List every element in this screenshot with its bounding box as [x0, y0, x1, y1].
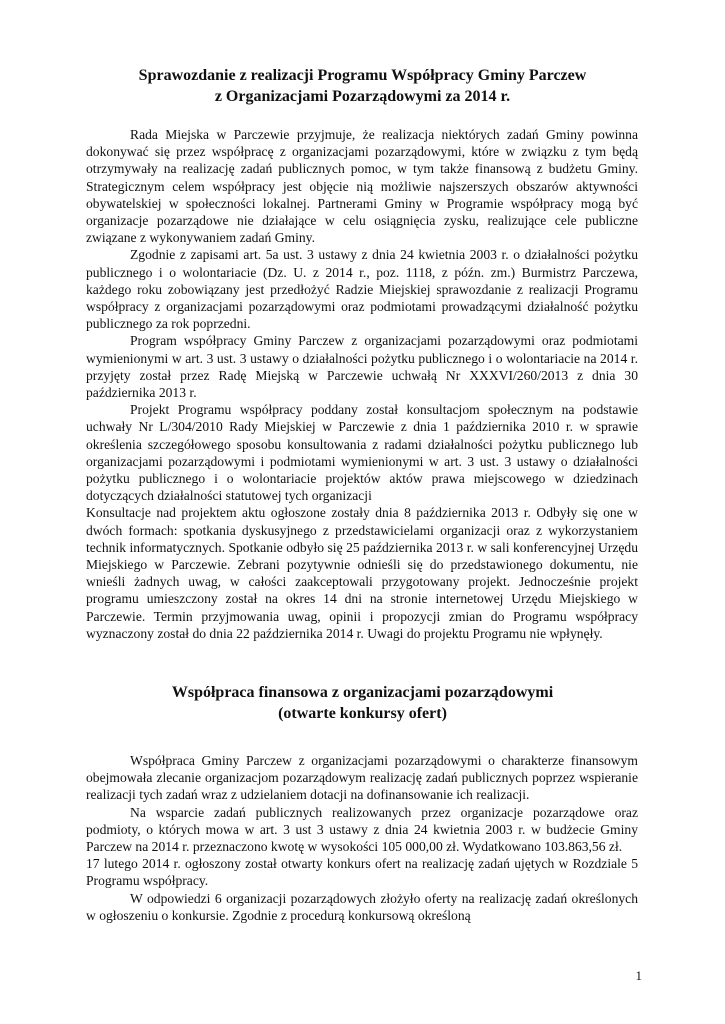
paragraph-program-adoption: Program współpracy Gminy Parczew z organizacjami pozarządowymi oraz podmiotami wymienionymi w art. 3 ust. 3 ustawy o działalności pożytku publicznego i o wolontariacie na 2014 r. przyjęty został przez Radę Miejską w Parczewie uchwałą Nr XXXVI/260/2013 z dnia 30 października 2013 r. [86, 333, 638, 401]
paragraph-offers: W odpowiedzi 6 organizacji pozarządowych złożyło oferty na realizację zadań określonych w ogłoszeniu o konkursie. Zgodnie z procedurą konkursową określoną [86, 890, 638, 923]
paragraph-financial-cooperation: Współpraca Gminy Parczew z organizacjami pozarządowymi o charakterze finansowym obejmowała zlecanie organizacjom pozarządowym realizację zadań publicznych poprzez wspieranie realizacji tych zadań wraz z udzielaniem dotacji na dofinansowanie ich realizacji. [86, 753, 638, 803]
paragraph-legal-basis: Zgodnie z zapisami art. 5a ust. 3 ustawy z dnia 24 kwietnia 2003 r. o działalności pożytku publicznego i o wolontariacie (Dz. U. z 2014 r., poz. 1118, z późn. zm.) Burmistrz Parczewa, każdego roku zobowiązany jest przedłożyć Radzie Miejskiej sprawozdanie z realizacji Programu współpracy z organizacjami pozarządowymi oraz podmiotami prowadzącymi działalność pożytku publicznego za rok poprzedni. [86, 247, 638, 332]
page-number: 1 [635, 968, 642, 983]
section-title-line-2: (otwarte konkursy ofert) [278, 705, 447, 722]
section-body [86, 752, 638, 924]
paragraph-consultation-basis: Projekt Programu współpracy poddany został konsultacjom społecznym na podstawie uchwały Nr L/304/2010 Rady Miejskiej w Parczewie z dnia 1 października 2010 r. w sprawie określenia szczegółowego sposobu konsultowania z radami działalności pożytku publicznego lub organizacjami pozarządowymi i podmiotami wymienionymi w art. 3 ust. 3 ustawy o działalności pożytku publicznego i o wolontariacie projektów aktów prawa miejscowego w dziedzinach dotyczących działalności statutowej tych organizacji [86, 402, 638, 504]
paragraph-consultation-details: Konsultacje nad projektem aktu ogłoszone zostały dnia 8 października 2013 r. Odbyły się one w dwóch formach: spotkania dyskusyjnego z przedstawicielami organizacji oraz z wykorzystaniem technik informatycznych. Spotkanie odbyło się 25 października 2013 r. w sali konferencyjnej Urzędu Miejskiego w Parczewie. Zebrani pozytywnie odnieśli się do przedstawionego dokumentu, nie wnieśli żadnych uwag, w całości zaakceptowali przygotowany projekt. Jednocześnie projekt programu umieszczony został na okres 14 dni na stronie internetowej Urzędu Miejskiego w Parczewie. Termin przyjmowania uwag, opinii i propozycji zmian do Programu współpracy wyznaczony został do dnia 22 października 2014 r. Uwagi do projektu Programu nie wpłynęły. [86, 505, 638, 641]
section-title-line-1: Współpraca finansowa z organizacjami pozarządowymi [171, 684, 554, 701]
report-body [86, 126, 638, 642]
report-title-line-2: z Organizacjami Pozarządowymi za 2014 r. [214, 88, 511, 105]
paragraph-intro: Rada Miejska w Parczewie przyjmuje, że realizacja niektórych zadań Gminy powinna dokonywać się przez współpracę z organizacjami pozarządowymi, które w związku z tym będą otrzymywały na realizację zadań publicznych pomoc, w tym także finansową z budżetu Gminy. Strategicznym celem współpracy jest objęcie nią możliwie najszerszych obszarów aktywności obywatelskiej w społeczności lokalnej. Partnerami Gminy w Programie współpracy mogą być organizacje pozarządowe nie działające w celu osiągnięcia zysku, realizujące cele publiczne związane z wykonywaniem zadań Gminy. [86, 127, 638, 246]
paragraph-budget: Na wsparcie zadań publicznych realizowanych przez organizacje pozarządowe oraz podmioty, o których mowa w art. 3 ust 3 ustawy z dnia 24 kwietnia 2003 r. w budżecie Gminy Parczew na 2014 r. przeznaczono kwotę w wysokości 105 000,00 zł. Wydatkowano 103.863,56 zł. [86, 804, 638, 855]
paragraph-competition-announcement: 17 lutego 2014 r. ogłoszony został otwarty konkurs ofert na realizację zadań ujętych w Rozdziale 5 Programu współpracy. [86, 856, 638, 889]
report-title-line-1: Sprawozdanie z realizacji Programu Współpracy Gminy Parczew [138, 67, 587, 84]
